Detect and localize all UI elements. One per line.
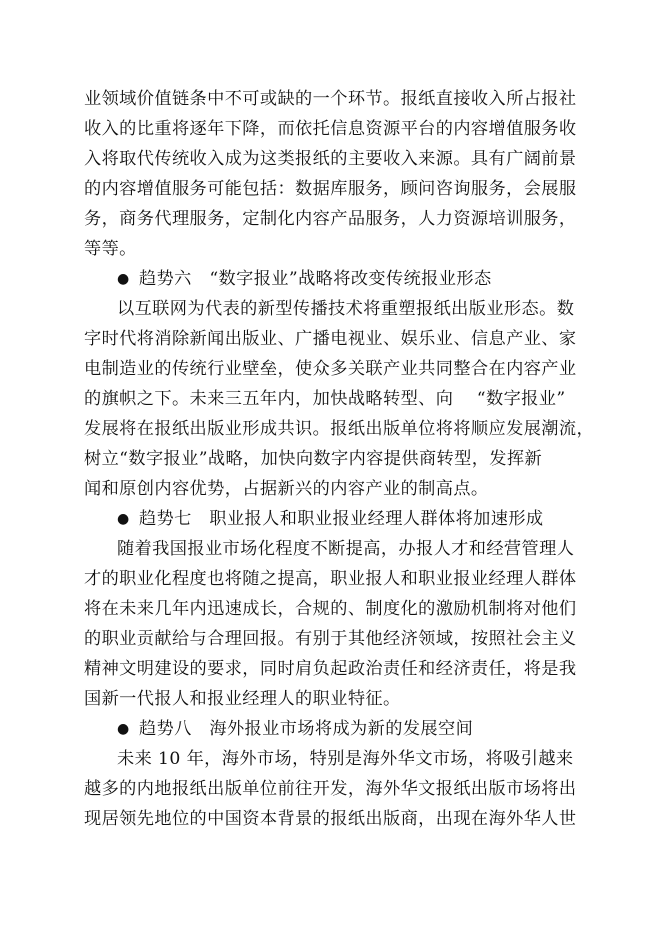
text-line: 将在未来几年内迅速成长，合规的、制度化的激励机制将对他们: [84, 599, 577, 619]
bullet-icon: ●: [117, 511, 130, 527]
text-line: 树立“数字报业”战略，加快向数字内容提供商转型，发挥新: [84, 449, 543, 469]
bullet-icon: ●: [117, 721, 130, 737]
text-line: 以互联网为代表的新型传播技术将重塑报纸出版业形态。数: [117, 299, 575, 319]
text-line: 随着我国报业市场化程度不断提高，办报人才和经营管理人: [117, 539, 575, 559]
section-heading: [117, 268, 492, 290]
text-line: 收入的比重将逐年下降，而依托信息资源平台的内容增值服务收: [84, 119, 577, 139]
text-line: 闻和原创内容优势，占据新兴的内容产业的制高点。: [84, 479, 489, 499]
section-heading: [117, 508, 544, 530]
bullet-icon: ●: [117, 271, 130, 287]
section-heading: [117, 718, 473, 740]
heading-text: 趋势七 职业报人和职业报业经理人群体将加速形成: [139, 509, 544, 529]
text-line: 的旗帜之下。未来三五年内，加快战略转型、向 “数字报业”: [84, 389, 566, 409]
text-line: 入将取代传统收入成为这类报纸的主要收入来源。具有广阔前景: [84, 149, 577, 169]
text-line: 未来 10 年，海外市场，特别是海外华文市场，将吸引越来: [117, 749, 574, 769]
text-line: 的内容增值服务可能包括：数据库服务，顾问咨询服务，会展服: [84, 179, 577, 199]
text-line: 字时代将消除新闻出版业、广播电视业、娱乐业、信息产业、家: [84, 329, 577, 349]
heading-text: 趋势六 “数字报业”战略将改变传统报业形态: [139, 269, 492, 289]
heading-text: 趋势八 海外报业市场将成为新的发展空间: [139, 719, 474, 739]
text-line: 的职业贡献给与合理回报。有别于其他经济领域，按照社会主义: [84, 629, 577, 649]
text-line: 发展将在报纸出版业形成共识。报纸出版单位将将顺应发展潮流，: [84, 419, 595, 439]
text-line: 电制造业的传统行业壁垒，使众多关联产业共同整合在内容产业: [84, 359, 577, 379]
text-line: 务，商务代理服务，定制化内容产品服务，人力资源培训服务，: [84, 209, 577, 229]
text-line: 才的职业化程度也将随之提高，职业报人和职业报业经理人群体: [84, 569, 577, 589]
text-line: 业领域价值链条中不可或缺的一个环节。报纸直接收入所占报社: [84, 89, 577, 109]
text-line: 等等。: [84, 239, 137, 259]
text-line: 现居领先地位的中国资本背景的报纸出版商，出现在海外华人世: [84, 809, 577, 829]
text-line: 精神文明建设的要求，同时肩负起政治责任和经济责任，将是我: [84, 659, 577, 679]
text-line: 越多的内地报纸出版单位前往开发，海外华文报纸出版市场将出: [84, 779, 577, 799]
text-line: 国新一代报人和报业经理人的职业特征。: [84, 689, 401, 709]
